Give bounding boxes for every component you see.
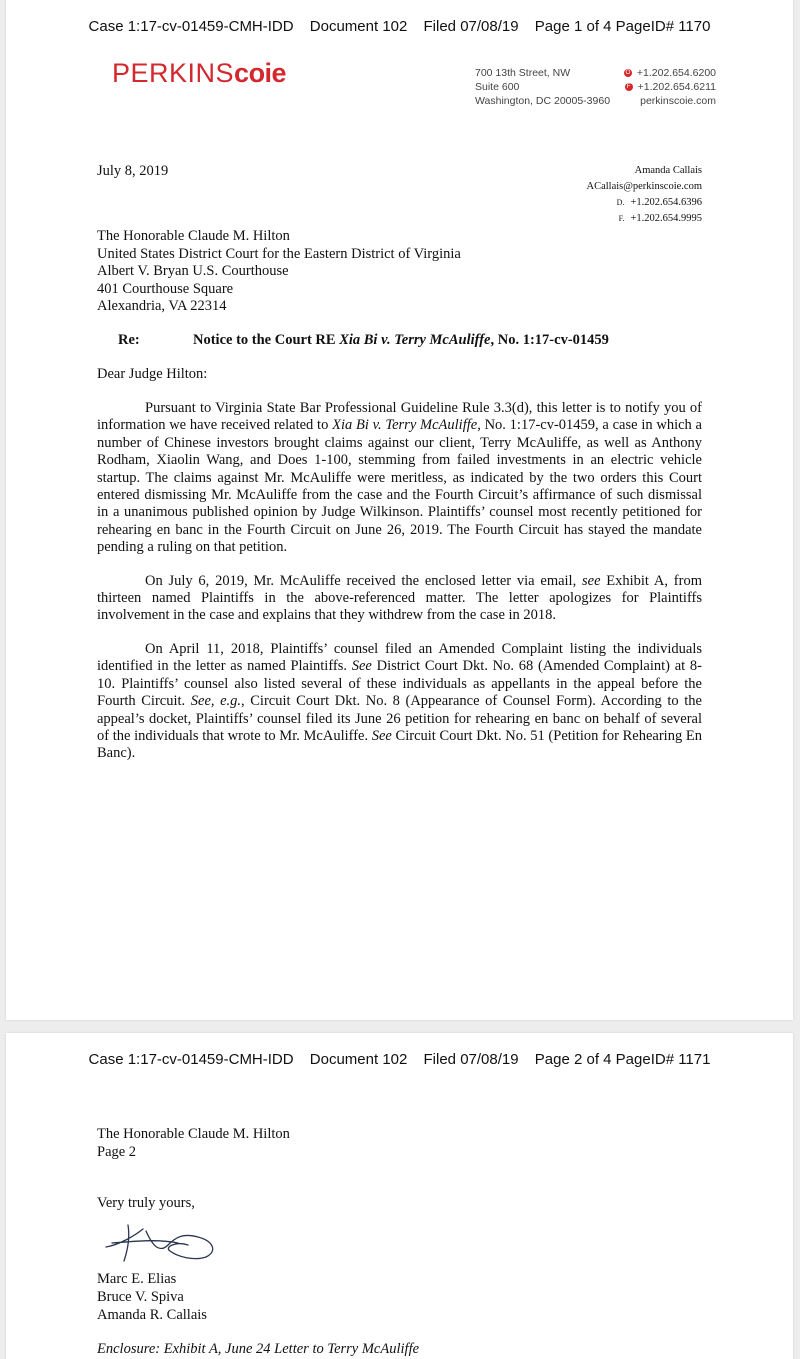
firm-fax: +1.202.654.6211 (637, 81, 716, 93)
firm-contact (624, 66, 716, 108)
perkins-coie-logo: PERKINScoie (112, 58, 287, 88)
author-name: Amanda Callais (634, 165, 702, 176)
author-block: Amanda Callais ACallais@perkinscoie.com D. +1.202.654.6396 F. +1.202.654.9995 (586, 165, 702, 224)
signer-name: Marc E. Elias (97, 1271, 177, 1287)
paragraph-1: Pursuant to Virginia State Bar Professional Guideline Rule 3.3(d), this letter is to notify you of information we have received related to Xia Bi v. Terry McAuliffe, No. 1:17-cv-01459, a case in which a number of Chinese investors brought claims against our client, Terry McAuliffe, as well as Anthony Rodham, Xiaolin Wang, and Does 1-100, stemming from failed investments in an electric vehicle startup. The claims against Mr. McAuliffe were meritless, as indicated by the two orders this Court entered dismissing Mr. McAuliffe from the case and the Fourth Circuit’s affirmance of such dismissal in a unanimous published opinion by Judge Wilkinson. Plaintiffs’ counsel most recently petitioned for rehearing en banc in the Fourth Circuit on June 26, 2019. The Fourth Circuit has stayed the mandate pending a ruling on that petition. (97, 400, 702, 556)
firm-address: 700 13th Street, NW Suite 600 Washington, DC 20005-3960 (475, 67, 611, 107)
court-filing-header (6, 18, 793, 35)
page-number: Page 2 of 4 PageID# 1171 (534, 1051, 711, 1068)
letter-body (97, 400, 702, 779)
page-number: Page 1 of 4 PageID# 1170 (534, 18, 711, 35)
enclosure-note: Enclosure: Exhibit A, June 24 Letter to Terry McAuliffe (97, 1341, 420, 1357)
re-line: Re: Notice to the Court RE Xia Bi v. Terry McAuliffe, No. 1:17-cv-01459 (118, 332, 609, 348)
recipient-address: The Honorable Claude M. Hilton United States District Court for the Eastern District of Virginia Albert V. Bryan U.S. Courthouse 401 Courthouse Square Alexandria, VA 22314 (97, 228, 461, 314)
signer-name: Amanda R. Callais (97, 1307, 207, 1323)
filed-date: Filed 07/08/19 (423, 18, 519, 35)
paragraph-3: On April 11, 2018, Plaintiffs’ counsel filed an Amended Complaint listing the individuals identified in the letter as named Plaintiffs. See District Court Dkt. No. 68 (Amended Complaint) at 8-10. Plaintiffs’ counsel also listed several of these individuals as appellants in the appeal before the Fourth Circuit. See, e.g., Circuit Court Dkt. No. 8 (Appearance of Counsel Form). According to the appeal’s docket, Plaintiffs’ counsel filed its June 26 petition for rehearing en banc on behalf of several of the individuals that wrote to Mr. McAuliffe. See Circuit Court Dkt. No. 51 (Petition for Rehearing En Banc). (97, 640, 702, 762)
case-number: Case 1:17-cv-01459-CMH-IDD (88, 18, 294, 35)
letter-page-1 (6, 0, 793, 1020)
phone-icon: O (625, 70, 631, 77)
salutation: Dear Judge Hilton: (97, 366, 208, 382)
closing: Very truly yours, (97, 1195, 195, 1211)
filed-date: Filed 07/08/19 (423, 1051, 519, 1068)
document-number: Document 102 (309, 18, 408, 35)
handwritten-signature (98, 1217, 228, 1267)
document-number: Document 102 (309, 1051, 408, 1068)
firm-website: perkinscoie.com (640, 95, 716, 107)
paragraph-2: On July 6, 2019, Mr. McAuliffe received the enclosed letter via email, see Exhibit A, from thirteen named Plaintiffs in the above-referenced matter. The letter apologizes for Plaintiffs involvement in the case and explains that they withdrew from the case in 2018. (97, 572, 702, 624)
author-direct: +1.202.654.6396 (630, 197, 702, 208)
signer-name: Bruce V. Spiva (97, 1289, 184, 1305)
author-email: ACallais@perkinscoie.com (586, 181, 702, 192)
signer-list (97, 1270, 207, 1324)
author-fax: +1.202.654.9995 (630, 213, 702, 224)
case-number: Case 1:17-cv-01459-CMH-IDD (88, 1051, 294, 1068)
fax-icon: F (625, 83, 633, 91)
letter-page-2 (6, 1033, 793, 1359)
firm-phone: +1.202.654.6200 (636, 67, 716, 79)
letter-date: July 8, 2019 (97, 163, 169, 179)
page2-recipient: The Honorable Claude M. Hilton Page 2 (97, 1126, 290, 1160)
court-filing-header (6, 1051, 793, 1068)
